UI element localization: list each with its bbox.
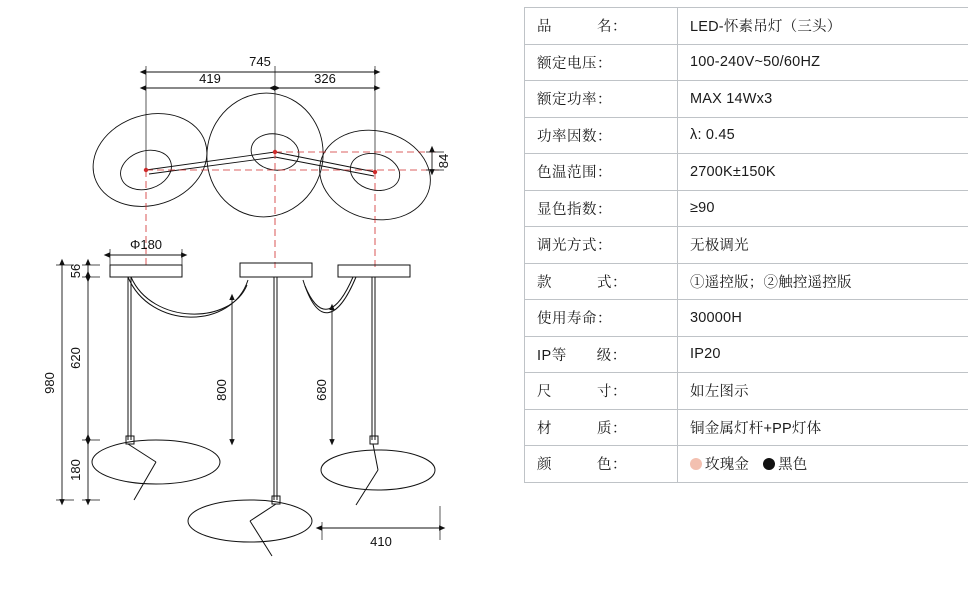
spec-value: MAX 14Wx3 bbox=[678, 81, 968, 118]
dim-cord-right: 680 bbox=[314, 379, 329, 401]
dim-top-total: 745 bbox=[249, 54, 271, 69]
table-row-color bbox=[525, 446, 968, 483]
spec-label: 款 式： bbox=[525, 263, 678, 300]
specification-table bbox=[524, 7, 968, 483]
spec-label: 额定功率： bbox=[525, 81, 678, 118]
table-row bbox=[525, 190, 968, 227]
dim-shade-width: 410 bbox=[370, 534, 392, 549]
spec-label: 调光方式： bbox=[525, 227, 678, 264]
spec-label: IP等 级： bbox=[525, 336, 678, 373]
table-row bbox=[525, 409, 968, 446]
color-option-black: 黑色 bbox=[778, 457, 808, 474]
table-row bbox=[525, 263, 968, 300]
dim-cord-center: 800 bbox=[214, 379, 229, 401]
spec-value: ≥90 bbox=[678, 190, 968, 227]
color-swatch-black-icon bbox=[763, 458, 775, 470]
spec-value-color bbox=[678, 446, 968, 483]
color-swatch-rose-gold-icon bbox=[690, 458, 702, 470]
spec-value: 2700K±150K bbox=[678, 154, 968, 191]
table-row bbox=[525, 336, 968, 373]
dim-drop-total: 980 bbox=[42, 372, 57, 394]
spec-label: 材 质： bbox=[525, 409, 678, 446]
table-row bbox=[525, 81, 968, 118]
spec-label: 色温范围： bbox=[525, 154, 678, 191]
spec-label: 功率因数： bbox=[525, 117, 678, 154]
spec-value: 100-240V~50/60HZ bbox=[678, 44, 968, 81]
dim-drop-middle: 620 bbox=[68, 347, 83, 369]
dim-canopy-height: 56 bbox=[68, 263, 83, 279]
table-row bbox=[525, 154, 968, 191]
table-row bbox=[525, 117, 968, 154]
color-option-rose-gold: 玫瑰金 bbox=[705, 457, 750, 474]
table-row bbox=[525, 373, 968, 410]
spec-label: 品 名： bbox=[525, 8, 678, 45]
spec-value: 无极调光 bbox=[678, 227, 968, 264]
spec-value: LED-怀素吊灯（三头） bbox=[678, 8, 968, 45]
spec-label: 额定电压： bbox=[525, 44, 678, 81]
dim-shade-height: 180 bbox=[68, 459, 83, 481]
table-row bbox=[525, 8, 968, 45]
spec-value: 如左图示 bbox=[678, 373, 968, 410]
spec-value: ①遥控版；②触控遥控版 bbox=[678, 263, 968, 300]
table-row bbox=[525, 227, 968, 264]
spec-value: 铜金属灯杆+PP灯体 bbox=[678, 409, 968, 446]
spec-label: 显色指数： bbox=[525, 190, 678, 227]
spec-label-color: 颜 色： bbox=[525, 446, 678, 483]
table-row bbox=[525, 44, 968, 81]
table-row bbox=[525, 300, 968, 337]
spec-value: IP20 bbox=[678, 336, 968, 373]
spec-value: λ: 0.45 bbox=[678, 117, 968, 154]
dim-vertical-offset: 84 bbox=[436, 153, 451, 169]
dim-top-left-span: 419 bbox=[199, 71, 221, 86]
spec-label: 使用寿命： bbox=[525, 300, 678, 337]
spec-label: 尺 寸： bbox=[525, 373, 678, 410]
dim-canopy-diameter: Φ180 bbox=[129, 237, 163, 252]
spec-value: 30000H bbox=[678, 300, 968, 337]
dim-top-right-span: 326 bbox=[314, 71, 336, 86]
